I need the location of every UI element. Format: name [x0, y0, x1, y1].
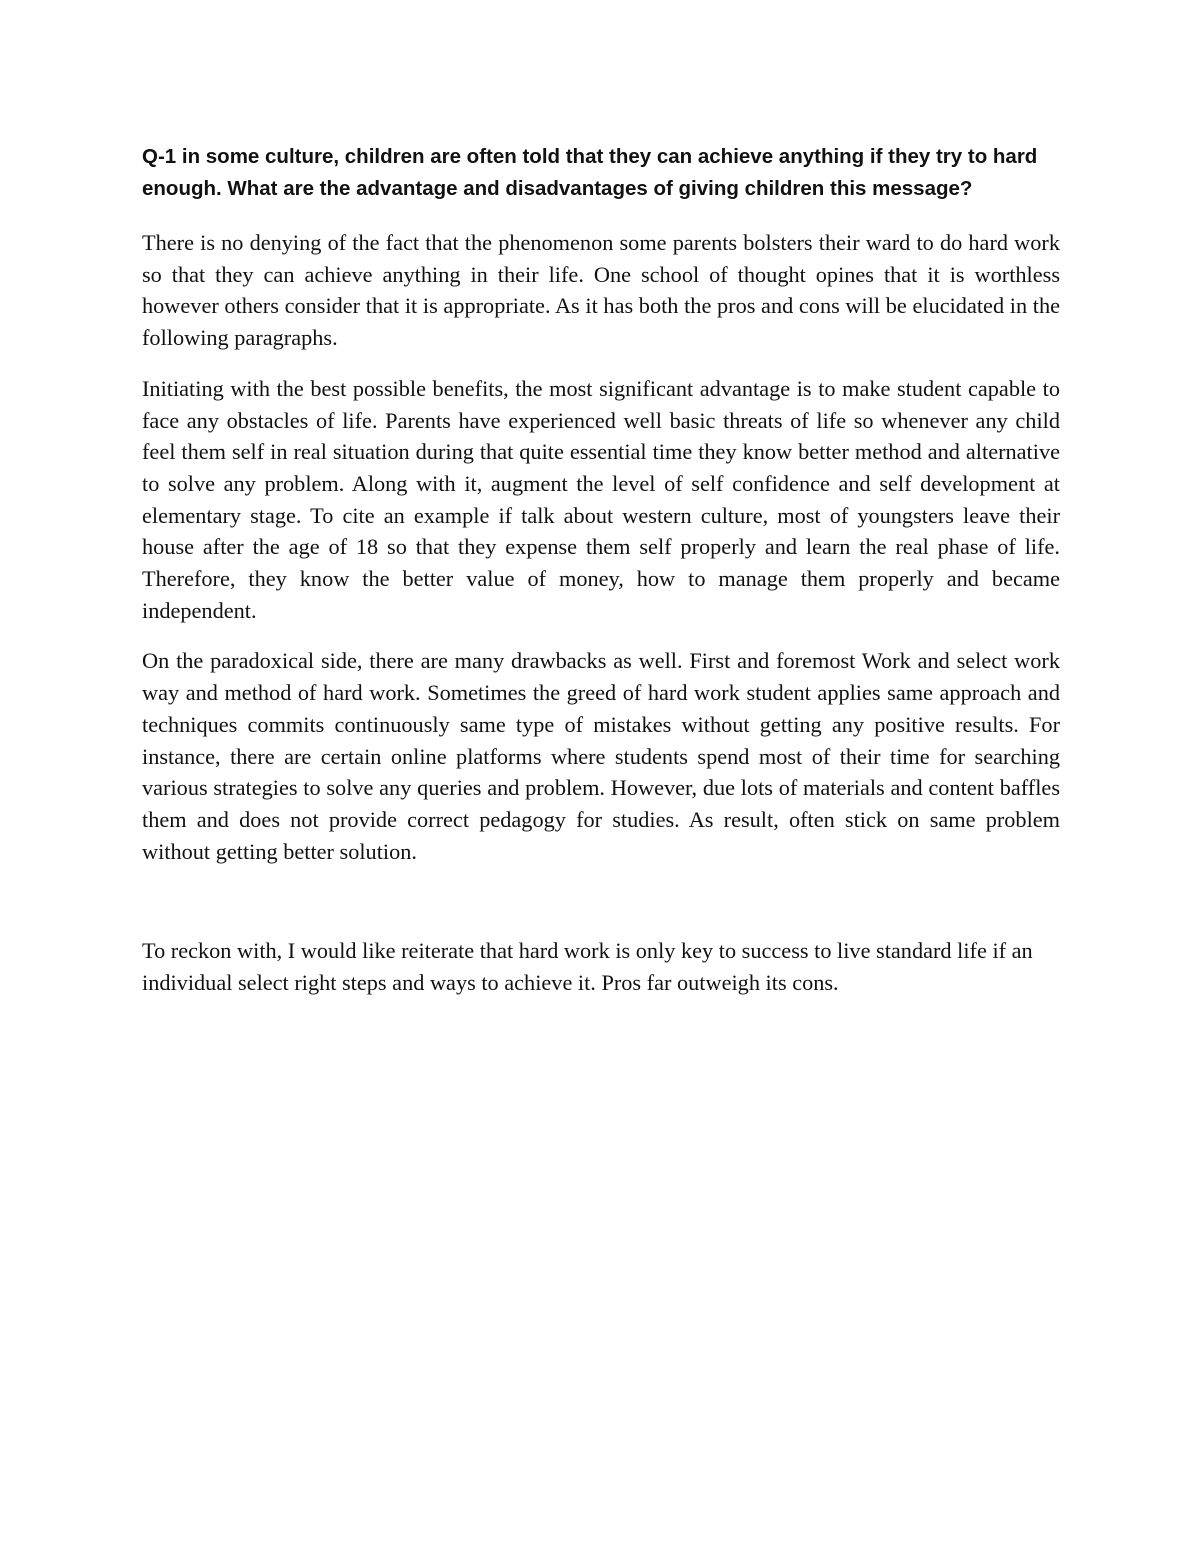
paragraph-disadvantages: On the paradoxical side, there are many drawbacks as well. First and foremost Work and select work way and method of hard work. Sometimes the greed of hard work student applies same approach and techniques commits continuously same type of mistakes without getting any positive results. For instance, there are certain online platforms where students spend most of their time for searching various strategies to solve any queries and problem. However, due lots of materials and content baffles them and does not provide correct pedagogy for studies. As result, often stick on same problem without getting better solution.: [142, 648, 1060, 864]
document-body: [142, 141, 1060, 1018]
paragraph-conclusion: To reckon with, I would like reiterate that hard work is only key to success to live standard life if an individual select right steps and ways to achieve it. Pros far outweigh its cons.: [142, 938, 1033, 996]
question-heading: Q-1 in some culture, children are often told that they can achieve anything if they try to hard enough. What are the advantage and disadvantages of giving children this message?: [142, 145, 1038, 200]
paragraph-introduction: There is no denying of the fact that the phenomenon some parents bolsters their ward to do hard work so that they can achieve anything in their life. One school of thought opines that it is worthless however others consider that it is appropriate. As it has both the pros and cons will be elucidated in the following paragraphs.: [142, 230, 1060, 351]
paragraph-advantages: Initiating with the best possible benefits, the most significant advantage is to make student capable to face any obstacles of life. Parents have experienced well basic threats of life so whenever any child feel them self in real situation during that quite essential time they know better method and alternative to solve any problem. Along with it, augment the level of self confidence and self development at elementary stage. To cite an example if talk about western culture, most of youngsters leave their house after the age of 18 so that they expense them self properly and learn the real phase of life. Therefore, they know the better value of money, how to manage them properly and became independent.: [142, 375, 1060, 623]
